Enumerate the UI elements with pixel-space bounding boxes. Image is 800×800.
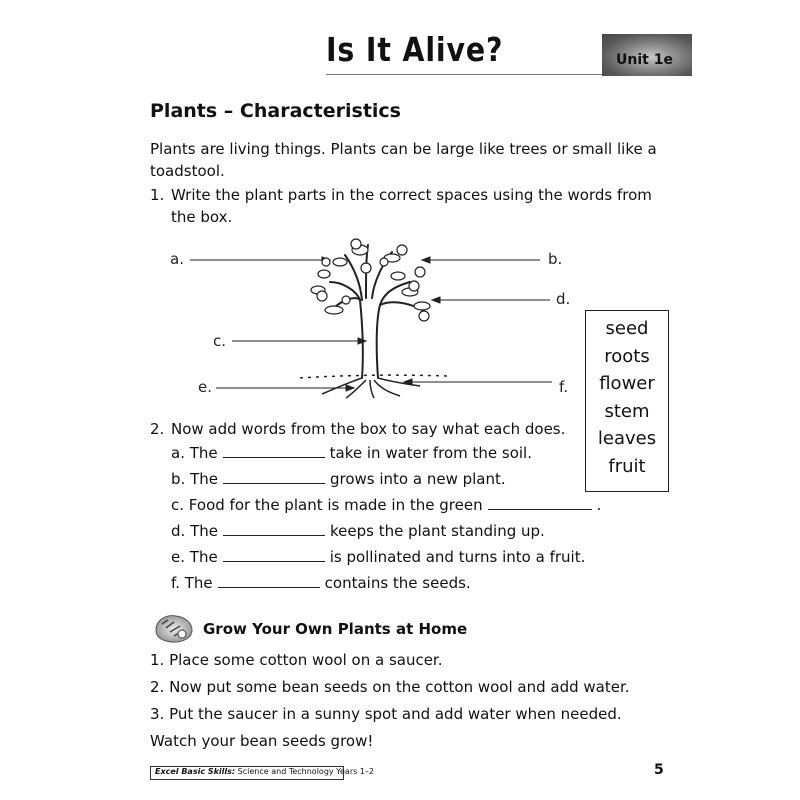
item-letter: d.: [171, 522, 186, 540]
item-pre-text: The: [190, 470, 218, 488]
page-title: Is It Alive?: [326, 30, 504, 69]
flower: [351, 239, 361, 249]
fruit: [361, 263, 371, 273]
answer-blank-a[interactable]: [223, 442, 325, 458]
answer-blank-f[interactable]: [218, 572, 320, 588]
word-roots: roots: [604, 345, 650, 367]
fruit: [419, 311, 429, 321]
answer-blank-c[interactable]: [488, 494, 592, 510]
fruit: [317, 291, 327, 301]
label-c: c.: [213, 332, 227, 350]
label-f: f.: [559, 378, 568, 396]
footer-text: [155, 766, 374, 778]
item-letter: b.: [171, 470, 186, 488]
footer-series: Excel Basic Skills:: [155, 767, 236, 776]
item-pre-text: The: [184, 574, 213, 592]
item-letter: e.: [171, 548, 185, 566]
word-stem: stem: [604, 400, 650, 422]
activity-step-1: 1. Place some cotton wool on a saucer.: [150, 651, 443, 669]
pointer-arrow-d: [432, 297, 440, 303]
flower: [322, 258, 330, 266]
leaf: [325, 306, 343, 314]
fill-in-b: [171, 468, 506, 488]
answer-blank-e[interactable]: [223, 546, 325, 562]
item-letter: a.: [171, 444, 185, 462]
item-post-text: keeps the plant standing up.: [329, 522, 545, 540]
answer-blank-b[interactable]: [223, 468, 325, 484]
question-2-number: 2.: [150, 420, 165, 438]
fruit: [380, 258, 388, 266]
question-2: [150, 418, 565, 440]
word-box: [585, 310, 669, 492]
word-leaves: leaves: [597, 428, 657, 449]
question-1-text-line2: the box.: [171, 208, 233, 226]
item-post-text: grows into a new plant.: [329, 470, 506, 488]
item-pre-text: The: [189, 548, 218, 566]
fill-in-a: [171, 442, 532, 462]
page-number: 5: [654, 762, 664, 778]
leaf: [318, 270, 330, 278]
intro-text: Plants are living things. Plants can be large like trees or small like a toadstool.: [150, 140, 657, 180]
fill-in-e: [171, 546, 585, 566]
label-e: e.: [198, 378, 212, 396]
answer-blank-d[interactable]: [223, 520, 325, 536]
item-letter: f.: [171, 574, 180, 592]
tree-roots: [300, 375, 448, 398]
fruit: [415, 267, 425, 277]
question-1-number: 1.: [150, 186, 165, 204]
item-post-text: is pollinated and turns into a fruit.: [329, 548, 586, 566]
leaf: [333, 258, 347, 266]
item-post-text: .: [596, 496, 602, 514]
fill-in-c: [171, 494, 601, 514]
activity-step-3: 3. Put the saucer in a sunny spot and add water when needed.: [150, 705, 622, 723]
label-a: a.: [170, 250, 184, 268]
activity-step-2: 2. Now put some bean seeds on the cotton wool and add water.: [150, 678, 630, 696]
item-letter: c.: [171, 496, 185, 514]
section-heading: Plants – Characteristics: [150, 100, 401, 122]
pointer-arrow-b: [422, 257, 430, 263]
item-pre-text: Food for the plant is made in the green: [188, 496, 483, 514]
flower: [409, 281, 419, 291]
tree-foliage: [311, 239, 430, 321]
footer-subtitle: Science and Technology Years 1–2: [237, 767, 375, 776]
fill-in-d: [171, 520, 545, 540]
leaf: [414, 302, 430, 310]
flower: [342, 296, 350, 304]
fill-in-f: [171, 572, 471, 592]
activity-closing: Watch your bean seeds grow!: [150, 732, 374, 750]
word-seed: seed: [605, 318, 649, 339]
label-d: d.: [556, 290, 571, 308]
question-2-text: Now add words from the box to say what each does.: [171, 420, 566, 438]
item-post-text: contains the seeds.: [324, 574, 471, 592]
question-1-text-line1: Write the plant parts in the correct spaces using the words from: [171, 186, 652, 204]
leaf: [391, 272, 405, 280]
item-post-text: take in water from the soil.: [329, 444, 532, 462]
unit-label: Unit 1e: [616, 52, 673, 68]
word-fruit: fruit: [608, 455, 646, 477]
activity-heading: Grow Your Own Plants at Home: [203, 620, 468, 638]
hand-icon: [152, 610, 196, 646]
label-b: b.: [548, 250, 563, 268]
item-pre-text: The: [189, 444, 218, 462]
word-flower: flower: [599, 373, 655, 394]
item-pre-text: The: [190, 522, 218, 540]
pointer-arrow-e: [346, 385, 354, 391]
flower: [397, 245, 407, 255]
